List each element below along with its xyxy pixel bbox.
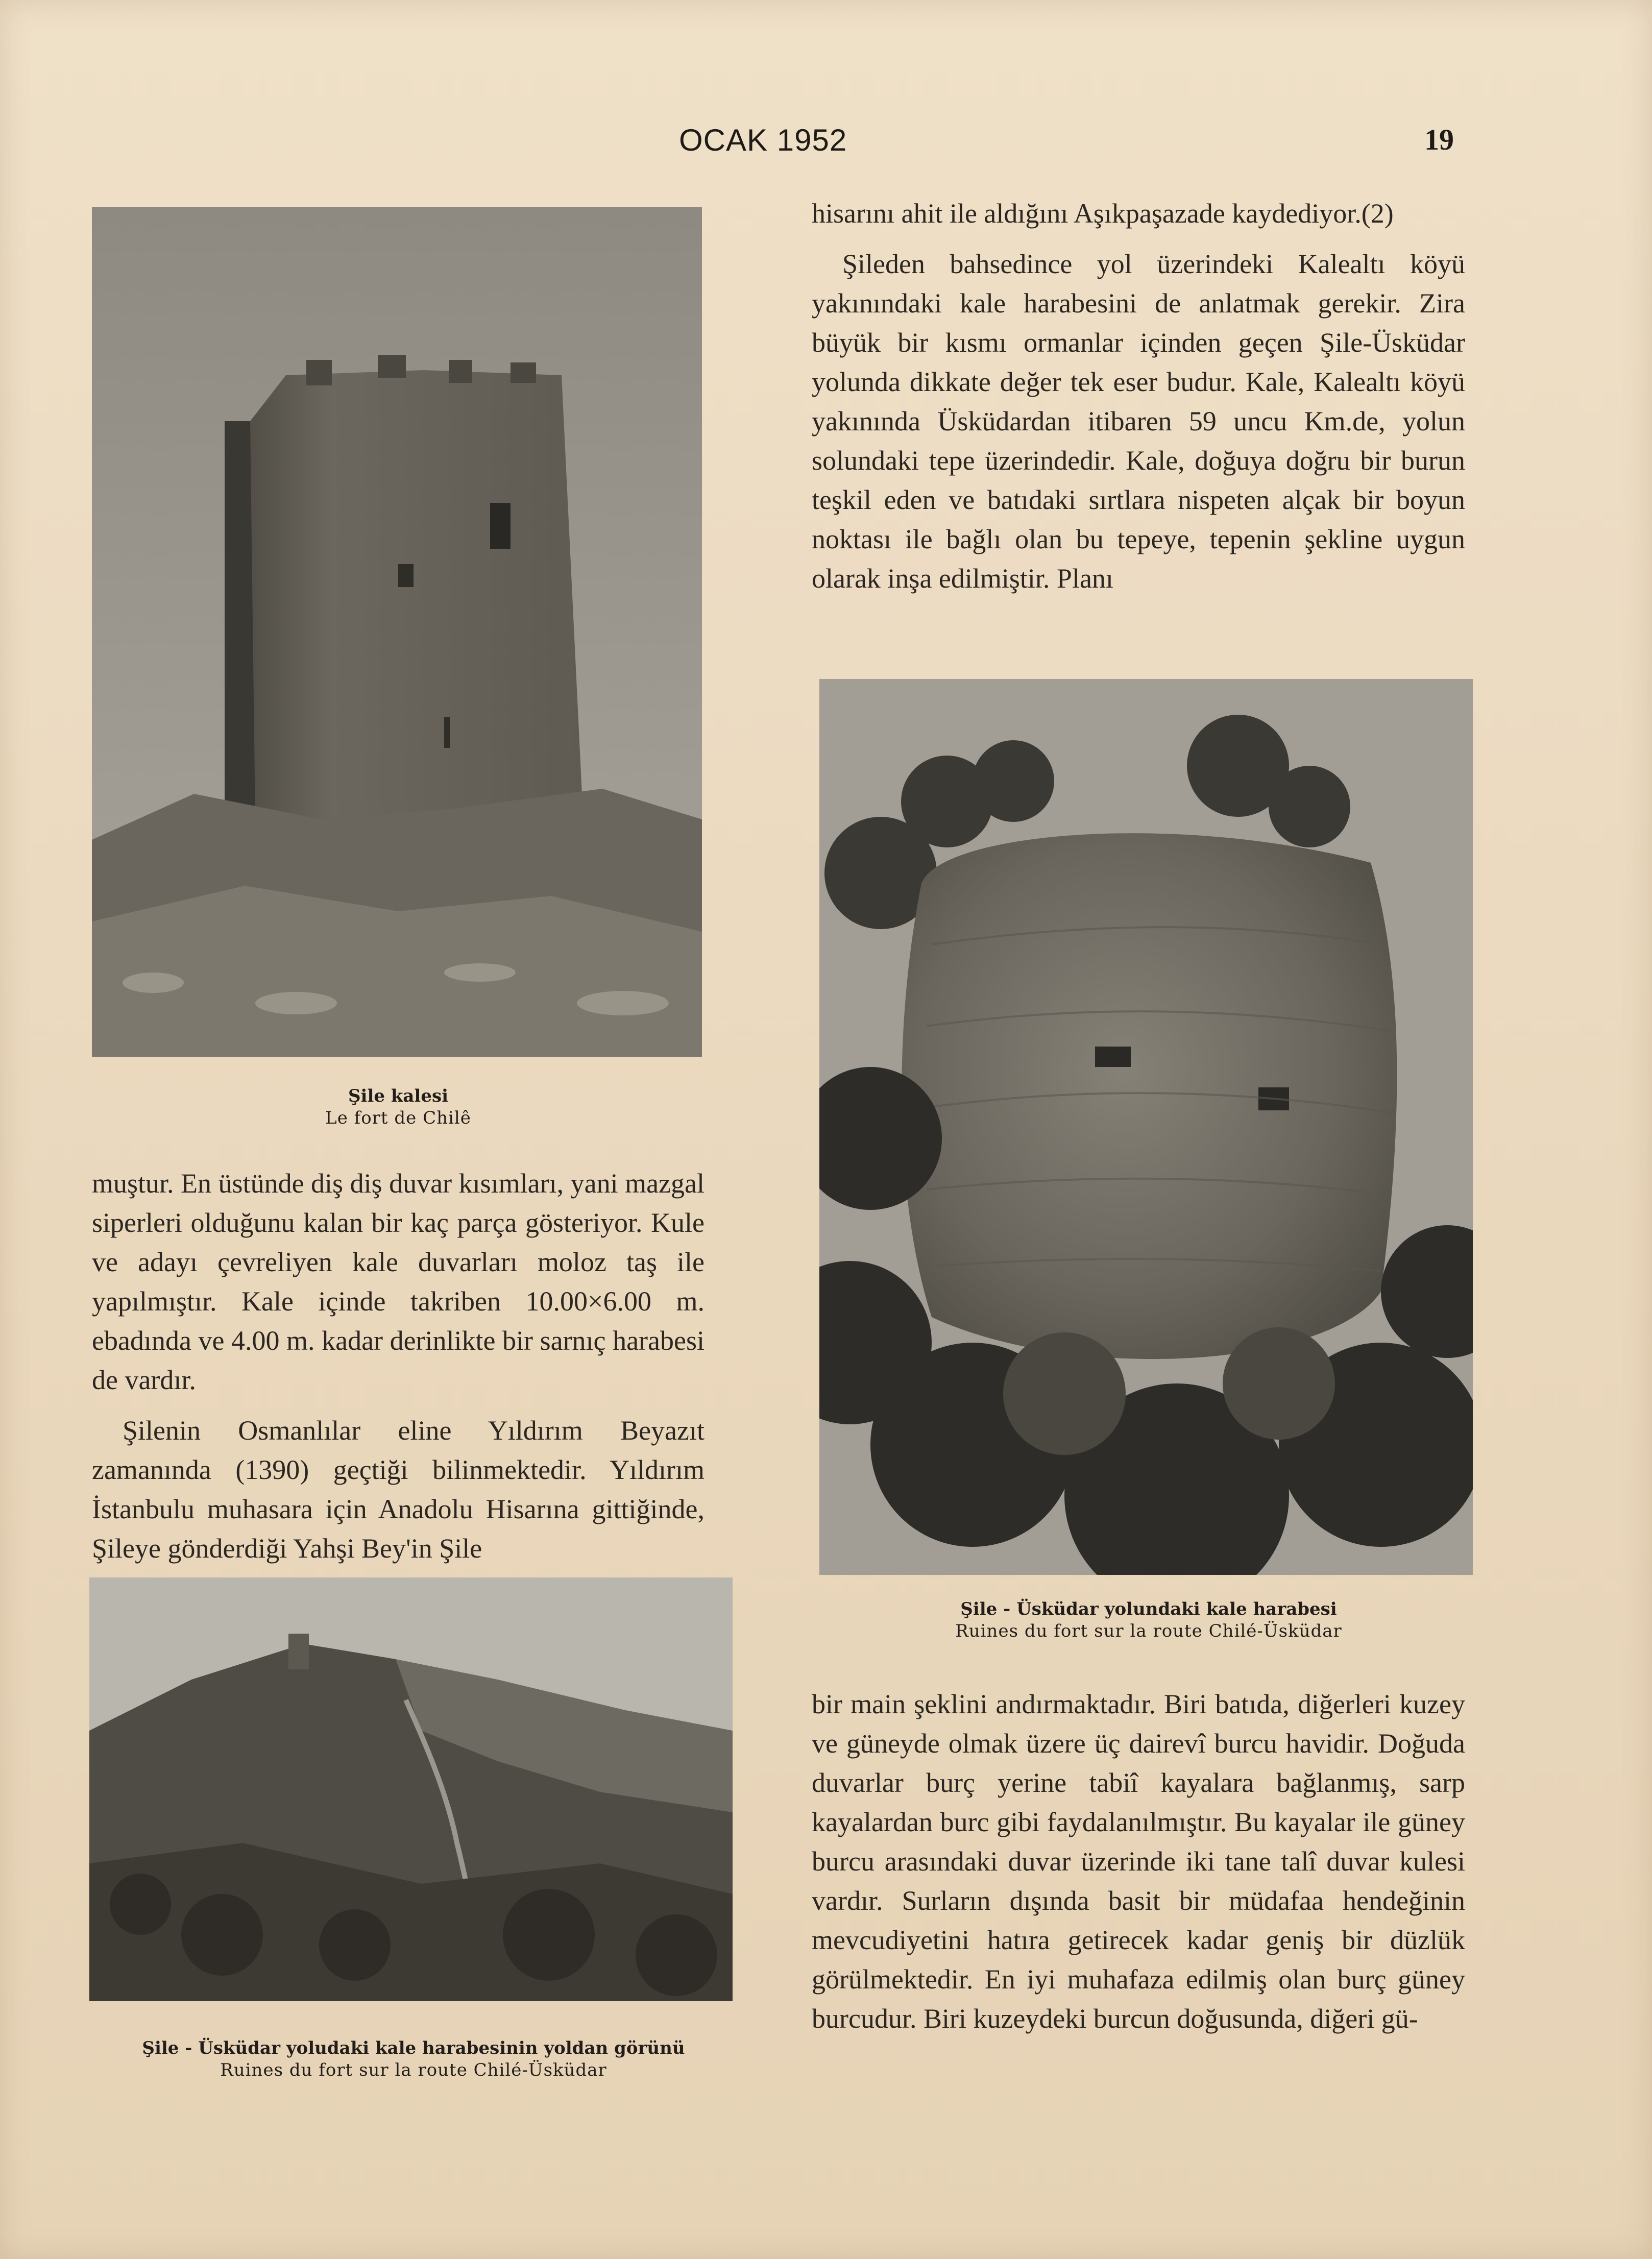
fort-tower-photo [92, 207, 702, 1057]
ruin-tower-photo [819, 679, 1473, 1575]
ruin-tower-image [819, 679, 1473, 1575]
hill-road-caption [77, 2037, 750, 2081]
fort-tower-caption [220, 1085, 577, 1129]
hill-road-caption-turkish: Şile - Üsküdar yoludaki kale harabesinin yoldan görünü [142, 2038, 685, 2058]
fort-tower-caption-french: Le fort de Chilê [325, 1108, 471, 1128]
page-number: 19 [1424, 123, 1454, 156]
page-header-title: OCAK 1952 [679, 123, 847, 157]
fort-tower-image [92, 207, 702, 1057]
left-column-text [92, 1164, 704, 1580]
right-paragraph-3: bir main şeklini andırmaktadır. Biri batıda, diğerleri kuzey ve güneyde olmak üzere üç dairevî burcu havidir. Doğuda duvarlar burç yerine tabiî kayalara bağlanmış, sarp kayalardan burc gibi faydalanılmıştır. Bu kayalar ile güney burcu arasındaki duvar üzerinde iki tane talî duvar kulesi vardır. Surların dışında basit bir müdafaa hendeğinin mevcudiyetini hatıra getirecek kadar geniş bir düzlük görülmektedir. En iyi muhafaza edilmiş olan burç güney burcudur. Biri kuzeydeki burcun doğusunda, diğeri gü- [812, 1689, 1465, 2034]
fort-tower-caption-turkish: Şile kalesi [348, 1086, 449, 1106]
left-paragraph-1: muştur. En üstünde diş diş duvar kısımları, yani mazgal siperleri olduğunu kalan bir kaç parça gösteriyor. Kule ve adayı çevreliyen kale duvarları moloz taş ile yapılmıştır. Kale içinde takriben 10.00×6.00 m. ebadında ve 4.00 m. kadar derinlikte bir sarnıç harabesi de vardır. [92, 1168, 704, 1395]
hill-road-image [89, 1577, 733, 2001]
ruin-tower-caption-french: Ruines du fort sur la route Chilé-Üsküdar [955, 1621, 1342, 1641]
left-paragraph-2: Şilenin Osmanlılar eline Yıldırım Beyazıt zamanında (1390) geçtiği bilinmektedir. Yıldırım İstanbulu muhasara için Anadolu Hisarına gittiğinde, Şileye gönderdiği Yahşi Bey'in Şile [92, 1415, 704, 1564]
hill-road-caption-french: Ruines du fort sur la route Chilé-Üsküdar [220, 2060, 607, 2080]
hill-road-photo [89, 1577, 733, 2001]
ruin-tower-caption-turkish: Şile - Üsküdar yolundaki kale harabesi [960, 1599, 1337, 1619]
right-column-bottom-text [812, 1685, 1465, 2050]
right-paragraph-1: hisarını ahit ile aldığını Aşıkpaşazade kaydediyor.(2) [812, 198, 1394, 229]
right-paragraph-2: Şileden bahsedince yol üzerindeki Kalealtı köyü yakınındaki kale harabesini de anlatmak gerekir. Zira büyük bir kısmı ormanlar içinden geçen Şile-Üsküdar yolunda dikkate değer tek eser budur. Kale, Kalealtı köyü yakınında Üsküdardan itibaren 59 uncu Km.de, yolun solundaki tepe üzerindedir. Kale, doğuya doğru bir burun teşkil eden ve batıdaki sırtlara nispeten alçak bir boyun noktası ile bağlı olan bu tepeye, tepenin şekline uygun olarak inşa edilmiştir. Planı [812, 249, 1465, 594]
ruin-tower-caption [837, 1598, 1460, 1642]
right-column-top-text [812, 194, 1465, 610]
